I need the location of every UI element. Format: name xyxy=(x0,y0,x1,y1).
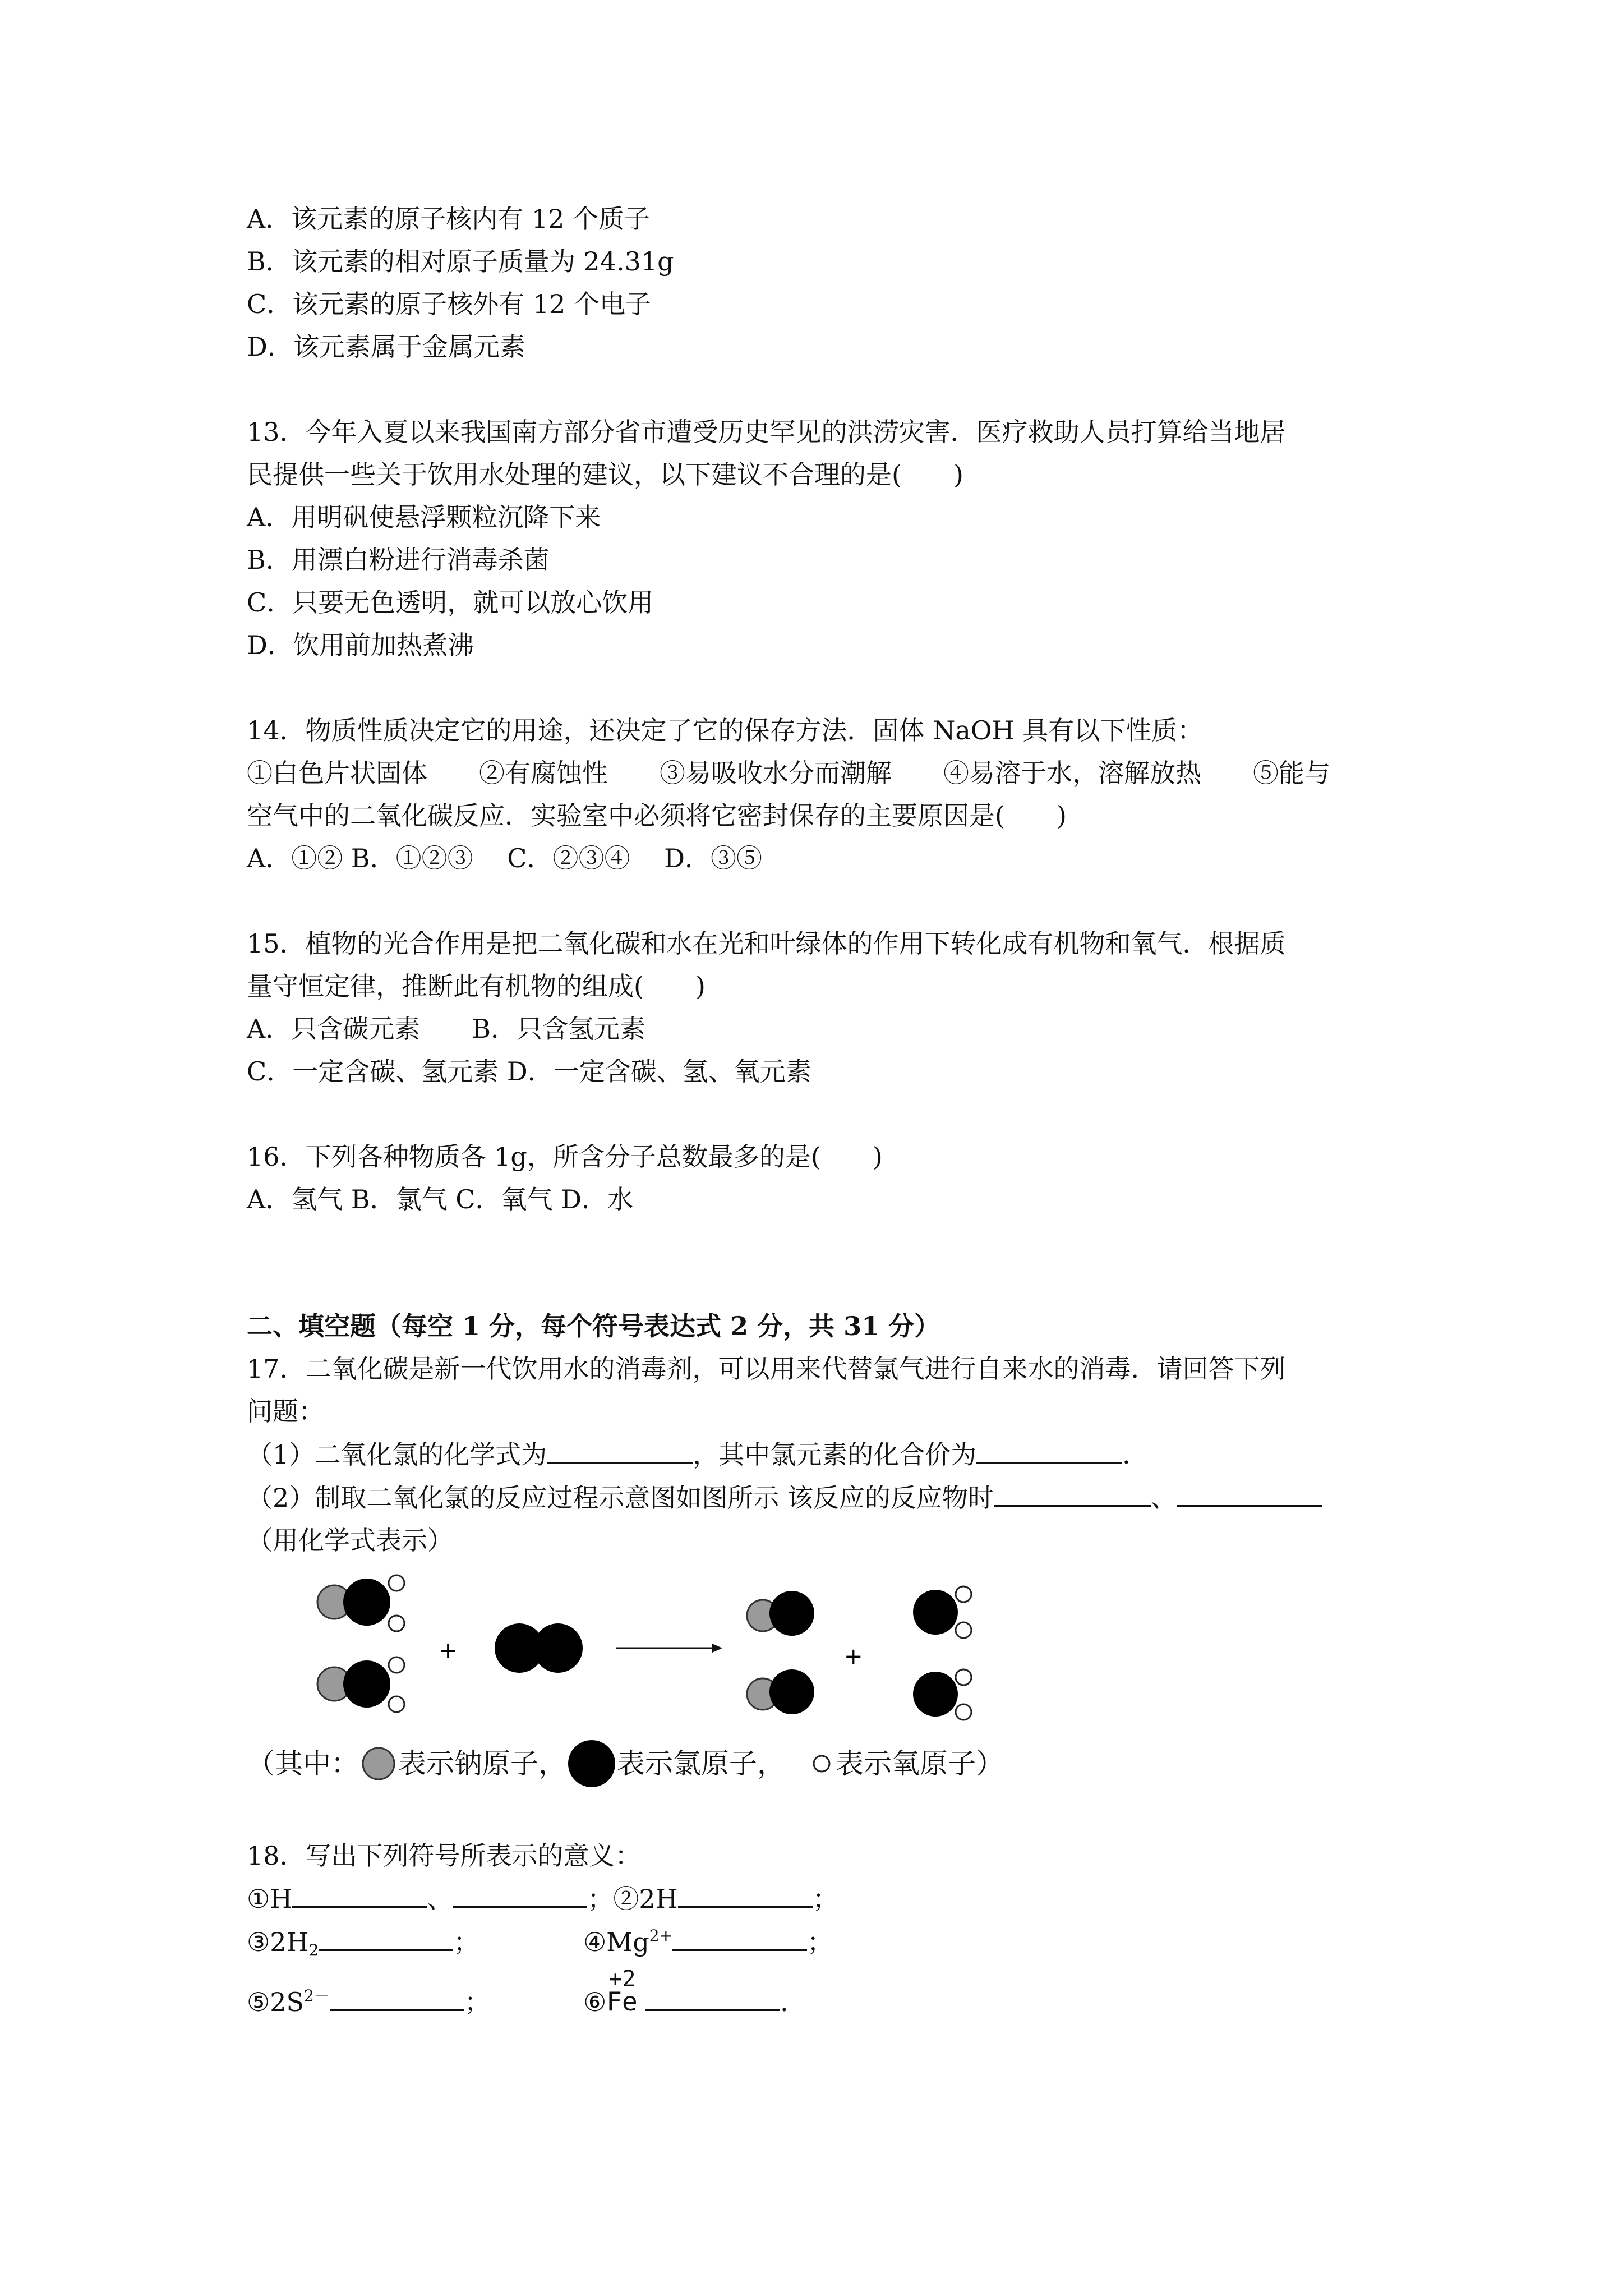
chlorine-atom xyxy=(343,1660,390,1708)
q18-row3 xyxy=(247,1966,1424,2023)
oxygen-atom xyxy=(389,1616,404,1631)
q18-item5-end: ； xyxy=(464,1987,490,2017)
section-heading: 二、填空题（每空 1 分，每个符号表达式 2 分，共 31 分） xyxy=(247,1311,940,1341)
q18-item5-blank[interactable] xyxy=(330,1980,464,2011)
product-nacl-top xyxy=(747,1591,814,1636)
legend-sodium-label: 表示钠原子， xyxy=(398,1747,566,1780)
q13-stem-line2: 民提供一些关于饮用水处理的建议，以下建议不合理的是( ) xyxy=(247,459,963,490)
product-nacl-bottom xyxy=(747,1669,814,1714)
q17-part1-text-b: ，其中氯元素的化合价为 xyxy=(693,1439,977,1470)
q14-stem-line2: ①白色片状固体 ②有腐蚀性 ③易吸收水分而潮解 ④易溶于水，溶解放热 ⑤能与 xyxy=(247,758,1330,788)
q18-item1-symbol: ①H xyxy=(247,1884,293,1914)
q18-item4-end: ； xyxy=(807,1927,833,1957)
reaction-diagram xyxy=(308,1567,1094,1736)
q18-item6-symbol: ⑥ xyxy=(583,1987,607,2017)
q18-stem: 18．写出下列符号所表示的意义： xyxy=(247,1841,641,1871)
q13-option-b: B．用漂白粉进行消毒杀菌 xyxy=(247,545,550,575)
q18-item6-valence: +2 xyxy=(608,1966,636,1992)
chlorine-atom xyxy=(769,1669,814,1714)
q12-option-a: A．该元素的原子核内有 12 个质子 xyxy=(247,204,650,234)
q16-stem: 16．下列各种物质各 1g，所含分子总数最多的是( ) xyxy=(247,1142,883,1172)
q17-part2-note: （用化学式表示） xyxy=(247,1525,453,1556)
q15-options-line1: A．只含碳元素 B．只含氢元素 xyxy=(247,1014,646,1044)
oxygen-atom-legend-icon xyxy=(808,1750,836,1778)
q13-stem-line1: 13．今年入夏以来我国南方部分省市遭受历史罕见的洪涝灾害．医疗救助人员打算给当地居 xyxy=(247,417,1286,447)
oxygen-atom xyxy=(389,1696,404,1712)
q13-option-d: D．饮用前加热煮沸 xyxy=(247,630,474,660)
q18-item2-symbol: ②2H xyxy=(613,1884,678,1914)
oxygen-atom xyxy=(956,1704,971,1720)
q17-part1-text-a: （1）二氧化氯的化学式为 xyxy=(247,1439,547,1470)
q18-item2-blank[interactable] xyxy=(678,1877,813,1908)
oxygen-atom xyxy=(956,1586,971,1602)
q15-stem-line1: 15．植物的光合作用是把二氧化碳和水在光和叶绿体的作用下转化成有机物和氧气．根据质 xyxy=(247,928,1286,959)
chlorine-atom xyxy=(913,1672,958,1717)
legend-oxygen-label: 表示氧原子） xyxy=(836,1747,1004,1780)
q14-stem-line1: 14．物质性质决定它的用途，还决定了它的保存方法．固体 NaOH 具有以下性质： xyxy=(247,715,1204,746)
product-clo2-bottom xyxy=(913,1669,971,1720)
q18-item5-symbol: ⑤2S xyxy=(247,1987,305,2017)
oxygen-atom xyxy=(389,1657,404,1673)
q17-part2-text-a: （2）制取二氧化氯的反应过程示意图如图所示 该反应的反应物时 xyxy=(247,1483,994,1513)
q18-row1 xyxy=(247,1877,1424,1920)
legend-chlorine-label: 表示氯原子， xyxy=(617,1747,785,1780)
q12-option-d: D．该元素属于金属元素 xyxy=(247,332,525,362)
q18-item4-charge: 2+ xyxy=(649,1926,673,1945)
reaction-arrow xyxy=(616,1644,722,1653)
oxygen-atom xyxy=(956,1622,971,1638)
q15-stem-line2: 量守恒定律，推断此有机物的组成( ) xyxy=(247,971,706,1001)
worksheet-page xyxy=(247,197,1424,2023)
q17-formula-blank[interactable] xyxy=(547,1433,693,1464)
q18-item5-charge: 2－ xyxy=(304,1986,330,2005)
q14-options: A．①② B．①②③ C．②③④ D．③⑤ xyxy=(247,843,762,873)
chlorine-atom xyxy=(343,1579,390,1626)
q17-stem-line2: 问题： xyxy=(247,1396,324,1427)
q18-item3-subscript: 2 xyxy=(308,1941,319,1959)
q17-reactant-blank-1[interactable] xyxy=(994,1476,1151,1507)
q18-item4-blank[interactable] xyxy=(672,1920,807,1951)
q17-part1 xyxy=(247,1433,1424,1476)
oxygen-atom xyxy=(956,1669,971,1685)
q18-item6-iron-with-valence xyxy=(606,1966,645,2023)
q18-row2 xyxy=(247,1920,1424,1963)
reactant-naclo2-bottom xyxy=(317,1657,404,1712)
oxygen-atom xyxy=(389,1575,404,1591)
q18-item6-end: ． xyxy=(780,1987,806,2017)
diagram-legend xyxy=(247,1736,1424,1792)
sodium-atom-legend-icon xyxy=(359,1744,398,1783)
q17-stem-line1: 17．二氧化碳是新一代饮用水的消毒剂，可以用来代替氯气进行自来水的消毒．请回答下列 xyxy=(247,1354,1286,1384)
legend-open: （其中： xyxy=(247,1747,359,1780)
q18-item3-symbol: ③2H xyxy=(247,1927,309,1957)
plus-sign: + xyxy=(439,1638,458,1664)
q16-options: A．氢气 B．氯气 C．氧气 D．水 xyxy=(247,1184,633,1214)
chlorine-atom xyxy=(769,1591,814,1636)
q17-part1-text-c: ． xyxy=(1122,1439,1149,1470)
chlorine-atom xyxy=(913,1590,958,1635)
q17-reactant-blank-2[interactable] xyxy=(1177,1476,1322,1507)
q18-item5 xyxy=(247,1980,583,2023)
q13-option-c: C．只要无色透明，就可以放心饮用 xyxy=(247,587,654,618)
chlorine-atom xyxy=(533,1623,583,1673)
q18-item1-blank-b[interactable] xyxy=(453,1877,587,1908)
q18-item3 xyxy=(247,1920,583,1963)
q13-option-a: A．用明矾使悬浮颗粒沉降下来 xyxy=(247,502,601,532)
q18-item6-blank[interactable] xyxy=(645,1980,780,2011)
q18-item2-end: ； xyxy=(812,1884,838,1914)
q18-item4-symbol: ④Mg xyxy=(583,1927,649,1957)
q15-options-line2: C．一定含碳、氢元素 D．一定含碳、氢、氧元素 xyxy=(247,1056,811,1087)
product-clo2-top xyxy=(913,1586,971,1638)
q17-part2 xyxy=(247,1476,1424,1519)
chlorine-atom-legend-icon xyxy=(566,1738,617,1789)
q18-item1-end: ； xyxy=(587,1884,614,1914)
q12-option-b: B．该元素的相对原子质量为 24.31g xyxy=(247,246,674,277)
q18-item3-blank[interactable] xyxy=(319,1920,453,1951)
q17-valence-blank[interactable] xyxy=(976,1433,1122,1464)
q14-stem-line3: 空气中的二氧化碳反应．实验室中必须将它密封保存的主要原因是( ) xyxy=(247,800,1067,831)
q18-item1-blank-a[interactable] xyxy=(292,1877,427,1908)
reactant-cl2 xyxy=(495,1623,583,1673)
q18-item3-end: ； xyxy=(453,1927,479,1957)
q12-option-c: C．该元素的原子核外有 12 个电子 xyxy=(247,289,651,319)
q18-item1-sep: 、 xyxy=(427,1884,453,1914)
plus-sign: + xyxy=(844,1644,863,1669)
q18-item6-element: Fe xyxy=(606,1986,638,2017)
q17-part2-sep: 、 xyxy=(1150,1483,1177,1513)
reactant-naclo2-top xyxy=(317,1575,404,1631)
